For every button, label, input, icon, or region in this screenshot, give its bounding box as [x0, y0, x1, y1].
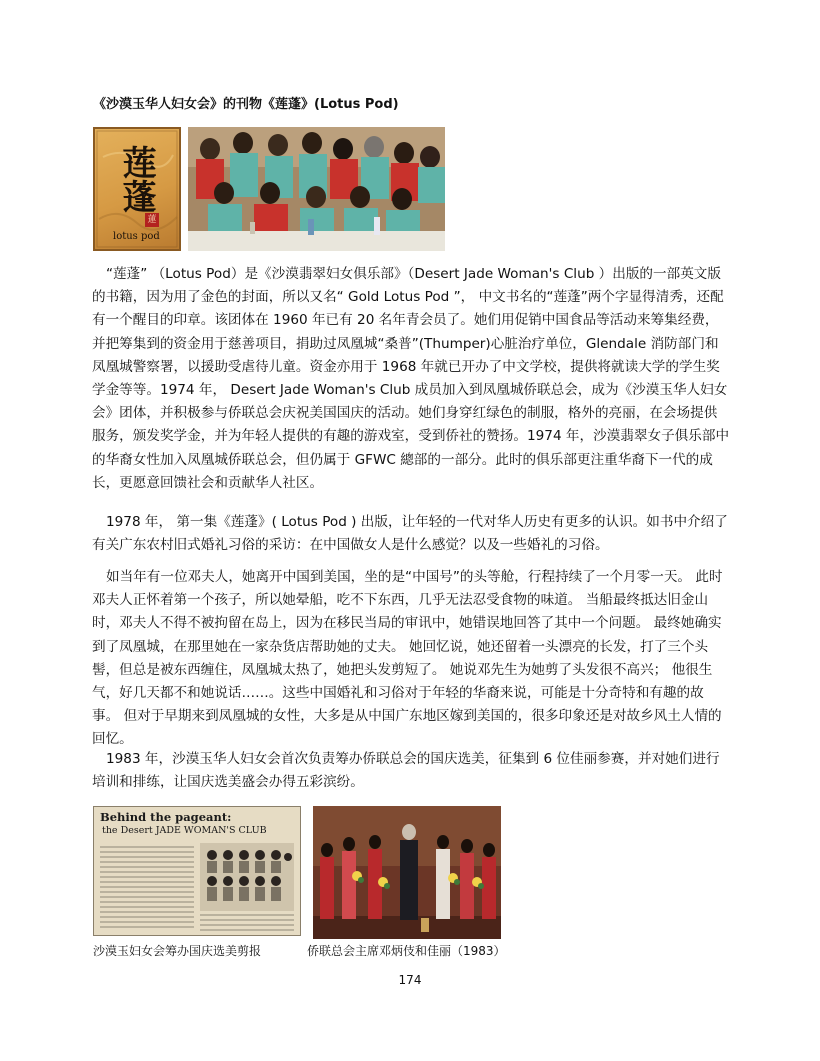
clipping-headline-2: the Desert JADE WOMAN'S CLUB [102, 825, 267, 836]
left-caption: 沙漠玉妇女会筹办国庆选美剪报 [93, 944, 262, 958]
club-members-group-photo [188, 127, 445, 251]
cover-seal [145, 213, 159, 227]
seal-text: 蓮 [147, 215, 157, 225]
page-number: 174 [398, 973, 422, 987]
pageant-photo-illustration-icon [313, 806, 501, 939]
paragraph-4: 1983 年，沙漠玉华人妇女会首次负责筹办侨联总会的国庆选美，征集到 6 位佳丽参赛，并对她们进行培训和排练，让国庆选美盛会办得五彩滨纷。 [92, 751, 720, 791]
clipping-body-icon [94, 807, 300, 935]
paragraph-3: 如当年有一位邓夫人，她离开中国到美国，坐的是“中国号”的头等舱，行程持续了一个月零一天。 此时邓夫人正怀着第一个孩子，所以她晕船，吃不下东西，几乎无法忍受食物的味道。 当船最终抵达旧金山时，邓夫人不得不被拘留在岛上，因为在移民当局的审讯中，她错误地回答了其中一个问题。 最终她确实到了凤凰城，在那里她在一家杂货店帮助她的丈夫。 她回忆说，她还留着一头漂亮的长发，打了三个头髻，但总是被东西缠住，凤凰城太热了，她把头发剪短了。 她说邓先生为她剪了头发很不高兴； 他很生气，好几天都不和她说话……。这些中国婚礼和习俗对于年轻的华裔来说，可能是十分奇特和有趣的故事。 但对于早期来到凤凰城的女性，大多是从中国广东地区嫁到美国的，很多印象还是对故乡风土人情的回忆。 [92, 569, 723, 748]
lotus-pod-cover-photo [93, 127, 181, 251]
right-caption: 侨联总会主席邓炳伎和佳丽（1983） [307, 944, 506, 958]
cover-title-glyphs: 莲蓬 [116, 145, 156, 213]
clipping-headline-1: Behind the pageant: [100, 810, 232, 824]
pageant-contestants-photo [313, 806, 501, 939]
cover-subtitle: lotus pod [113, 231, 160, 242]
section-heading: 《沙漠玉华人妇女会》的刊物《莲蓬》(Lotus Pod) [93, 97, 399, 112]
group-photo-illustration-icon [188, 127, 445, 251]
pageant-newspaper-clipping [93, 806, 301, 936]
paragraph-1: “莲蓬” （Lotus Pod）是《沙漠翡翠妇女俱乐部》（Desert Jade Woman's Club ）出版的一部英文版的书籍，因为用了金色的封面，所以又名“ Gold Lotus Pod ”， 中文书名的“莲蓬”两个字显得清秀，还配有一个醒目的印章。该团体在 1960 年已有 20 名年青会员了。她们用促销中国食品等活动来筹集经费，并把筹集到的资金用于慈善项目，捐助过凤凰城“桑普”(Thumper)心脏治疗单位，Glendale 消防部门和凤凰城警察署，以援助受虐待儿童。资金亦用于 1968 年就已开办了中文学校，提供将就读大学的学生奖学金等等。1974 年， Desert Jade Woman's Club 成员加入到凤凰城侨联总会，成为《沙漠玉华人妇女会》团体，并积极参与侨联总会庆祝美国国庆的活动。她们身穿红绿色的制服，格外的亮丽，在会场提供服务，颁发奖学金，并为年轻人提供的有趣的游戏室，受到侨社的赞扬。1974 年，沙漠翡翠女子俱乐部中的华裔女性加入凤凰城侨联总会，但仍属于 GFWC 總部的一部分。此时的俱乐部更注重华裔下一代的成长，更愿意回馈社会和贡献华人社区。 [92, 266, 730, 491]
paragraph-2: 1978 年， 第一集《莲蓬》( Lotus Pod ) 出版，让年轻的一代对华人历史有更多的认识。如书中介绍了有关广东农村旧式婚礼习俗的采访：在中国做女人是什么感觉？以及一些婚礼的习俗。 [92, 514, 728, 554]
